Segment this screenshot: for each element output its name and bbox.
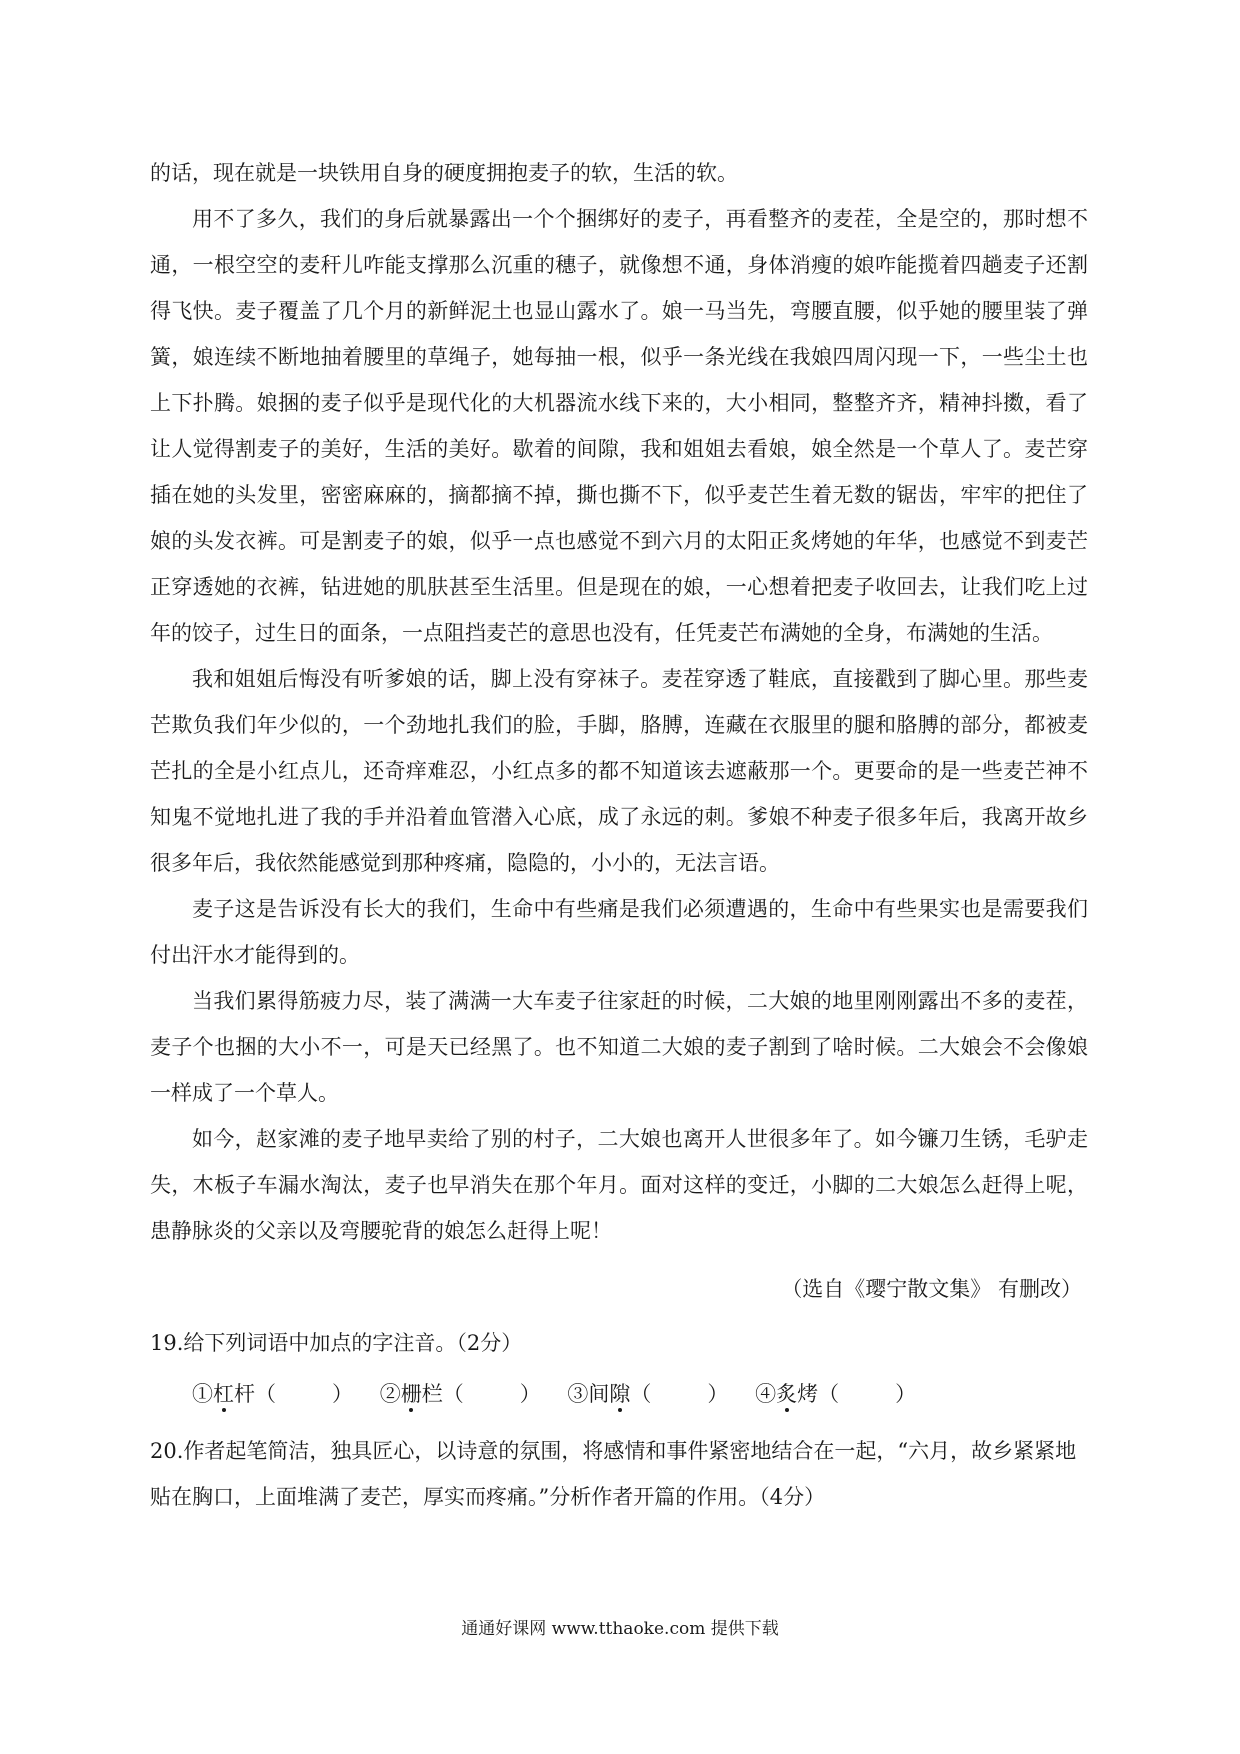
q19-item-3: ③间隙（ ） [567, 1382, 729, 1406]
paragraph-1: 的话，现在就是一块铁用自身的硬度拥抱麦子的软，生活的软。 [150, 161, 738, 185]
q19-item-2: ②栅栏（ ） [379, 1382, 541, 1406]
paragraph-2: 用不了多久，我们的身后就暴露出一个个捆绑好的麦子，再看整齐的麦茬，全是空的，那时想不通，一根空空的麦秆儿咋能支撑那么沉重的穗子，就像想不通，身体消瘦的娘咋能揽着四趟麦子还割得飞快。麦子覆盖了几个月的新鲜泥土也显山露水了。娘一马当先，弯腰直腰，似乎她的腰里装了弹簧，娘连续不断地抽着腰里的草绳子，她每抽一根，似乎一条光线在我娘四周闪现一下，一些尘土也上下扑腾。娘捆的麦子似乎是现代化的大机器流水线下来的，大小相同，整整齐齐，精神抖擞，看了让人觉得割麦子的美好，生活的美好。歇着的间隙，我和姐姐去看娘，娘全然是一个草人了。麦芒穿插在她的头发里，密密麻麻的，摘都摘不掉，撕也撕不下，似乎麦芒生着无数的锯齿，牢牢的把住了娘的头发衣裤。可是割麦子的娘，似乎一点也感觉不到六月的太阳正炙烤她的年华，也感觉不到麦芒正穿透她的衣裤，钻进她的肌肤甚至生活里。但是现在的娘，一心想着把麦子收回去，让我们吃上过年的饺子，过生日的面条，一点阻挡麦芒的意思也没有，任凭麦芒布满她的全身，布满她的生活。 [150, 207, 1088, 645]
paragraph-3: 我和姐姐后悔没有听爹娘的话，脚上没有穿袜子。麦茬穿透了鞋底，直接戳到了脚心里。那些麦芒欺负我们年少似的，一个劲地扎我们的脸，手脚，胳膊，连藏在衣服里的腿和胳膊的部分，都被麦芒扎的全是小红点儿，还奇痒难忍，小红点多的都不知道该去遮蔽那一个。更要命的是一些麦芒神不知鬼不觉地扎进了我的手并沿着血管潜入心底，成了永远的刺。爹娘不种麦子很多年后，我离开故乡很多年后，我依然能感觉到那种疼痛，隐隐的，小小的，无法言语。 [150, 667, 1088, 875]
dotted-char: 杠 [213, 1382, 234, 1406]
paragraph-5: 当我们累得筋疲力尽，装了满满一大车麦子往家赶的时候，二大娘的地里刚刚露出不多的麦茬，麦子个也捆的大小不一，可是天已经黑了。也不知道二大娘的麦子割到了啥时候。二大娘会不会像娘一样成了一个草人。 [150, 989, 1088, 1105]
question-20: 20.作者起笔简洁，独具匠心，以诗意的氛围，将感情和事件紧密地结合在一起，“六月，故乡紧紧地贴在胸口，上面堆满了麦芒，厚实而疼痛。”分析作者开篇的作用。（4分） [150, 1439, 1077, 1509]
paragraph-6: 如今，赵家滩的麦子地早卖给了别的村子，二大娘也离开人世很多年了。如今镰刀生锈，毛驴走失，木板子车漏水淘汰，麦子也早消失在那个年月。面对这样的变迁，小脚的二大娘怎么赶得上呢，患静脉炎的父亲以及弯腰驼背的娘怎么赶得上呢！ [150, 1127, 1088, 1243]
question-19-items [192, 1366, 1088, 1422]
dotted-char: 栅 [400, 1382, 422, 1406]
paragraph-4: 麦子这是告诉没有长大的我们，生命中有些痛是我们必须遭遇的，生命中有些果实也是需要我们付出汗水才能得到的。 [150, 897, 1088, 967]
document-body [150, 150, 1088, 1520]
q19-item-1: ①杠杆（ ） [192, 1382, 353, 1406]
dotted-char: 炙 [776, 1382, 798, 1406]
page-footer: 通通好课网 www.tthaoke.com 提供下载 [461, 1619, 779, 1639]
source-citation: （选自《璎宁散文集》 有删改） [781, 1277, 1082, 1301]
q19-item-4: ④炙烤（ ） [755, 1382, 917, 1406]
dotted-char: 隙 [609, 1382, 631, 1406]
question-19: 19.给下列词语中加点的字注音。（2分） [150, 1331, 523, 1355]
